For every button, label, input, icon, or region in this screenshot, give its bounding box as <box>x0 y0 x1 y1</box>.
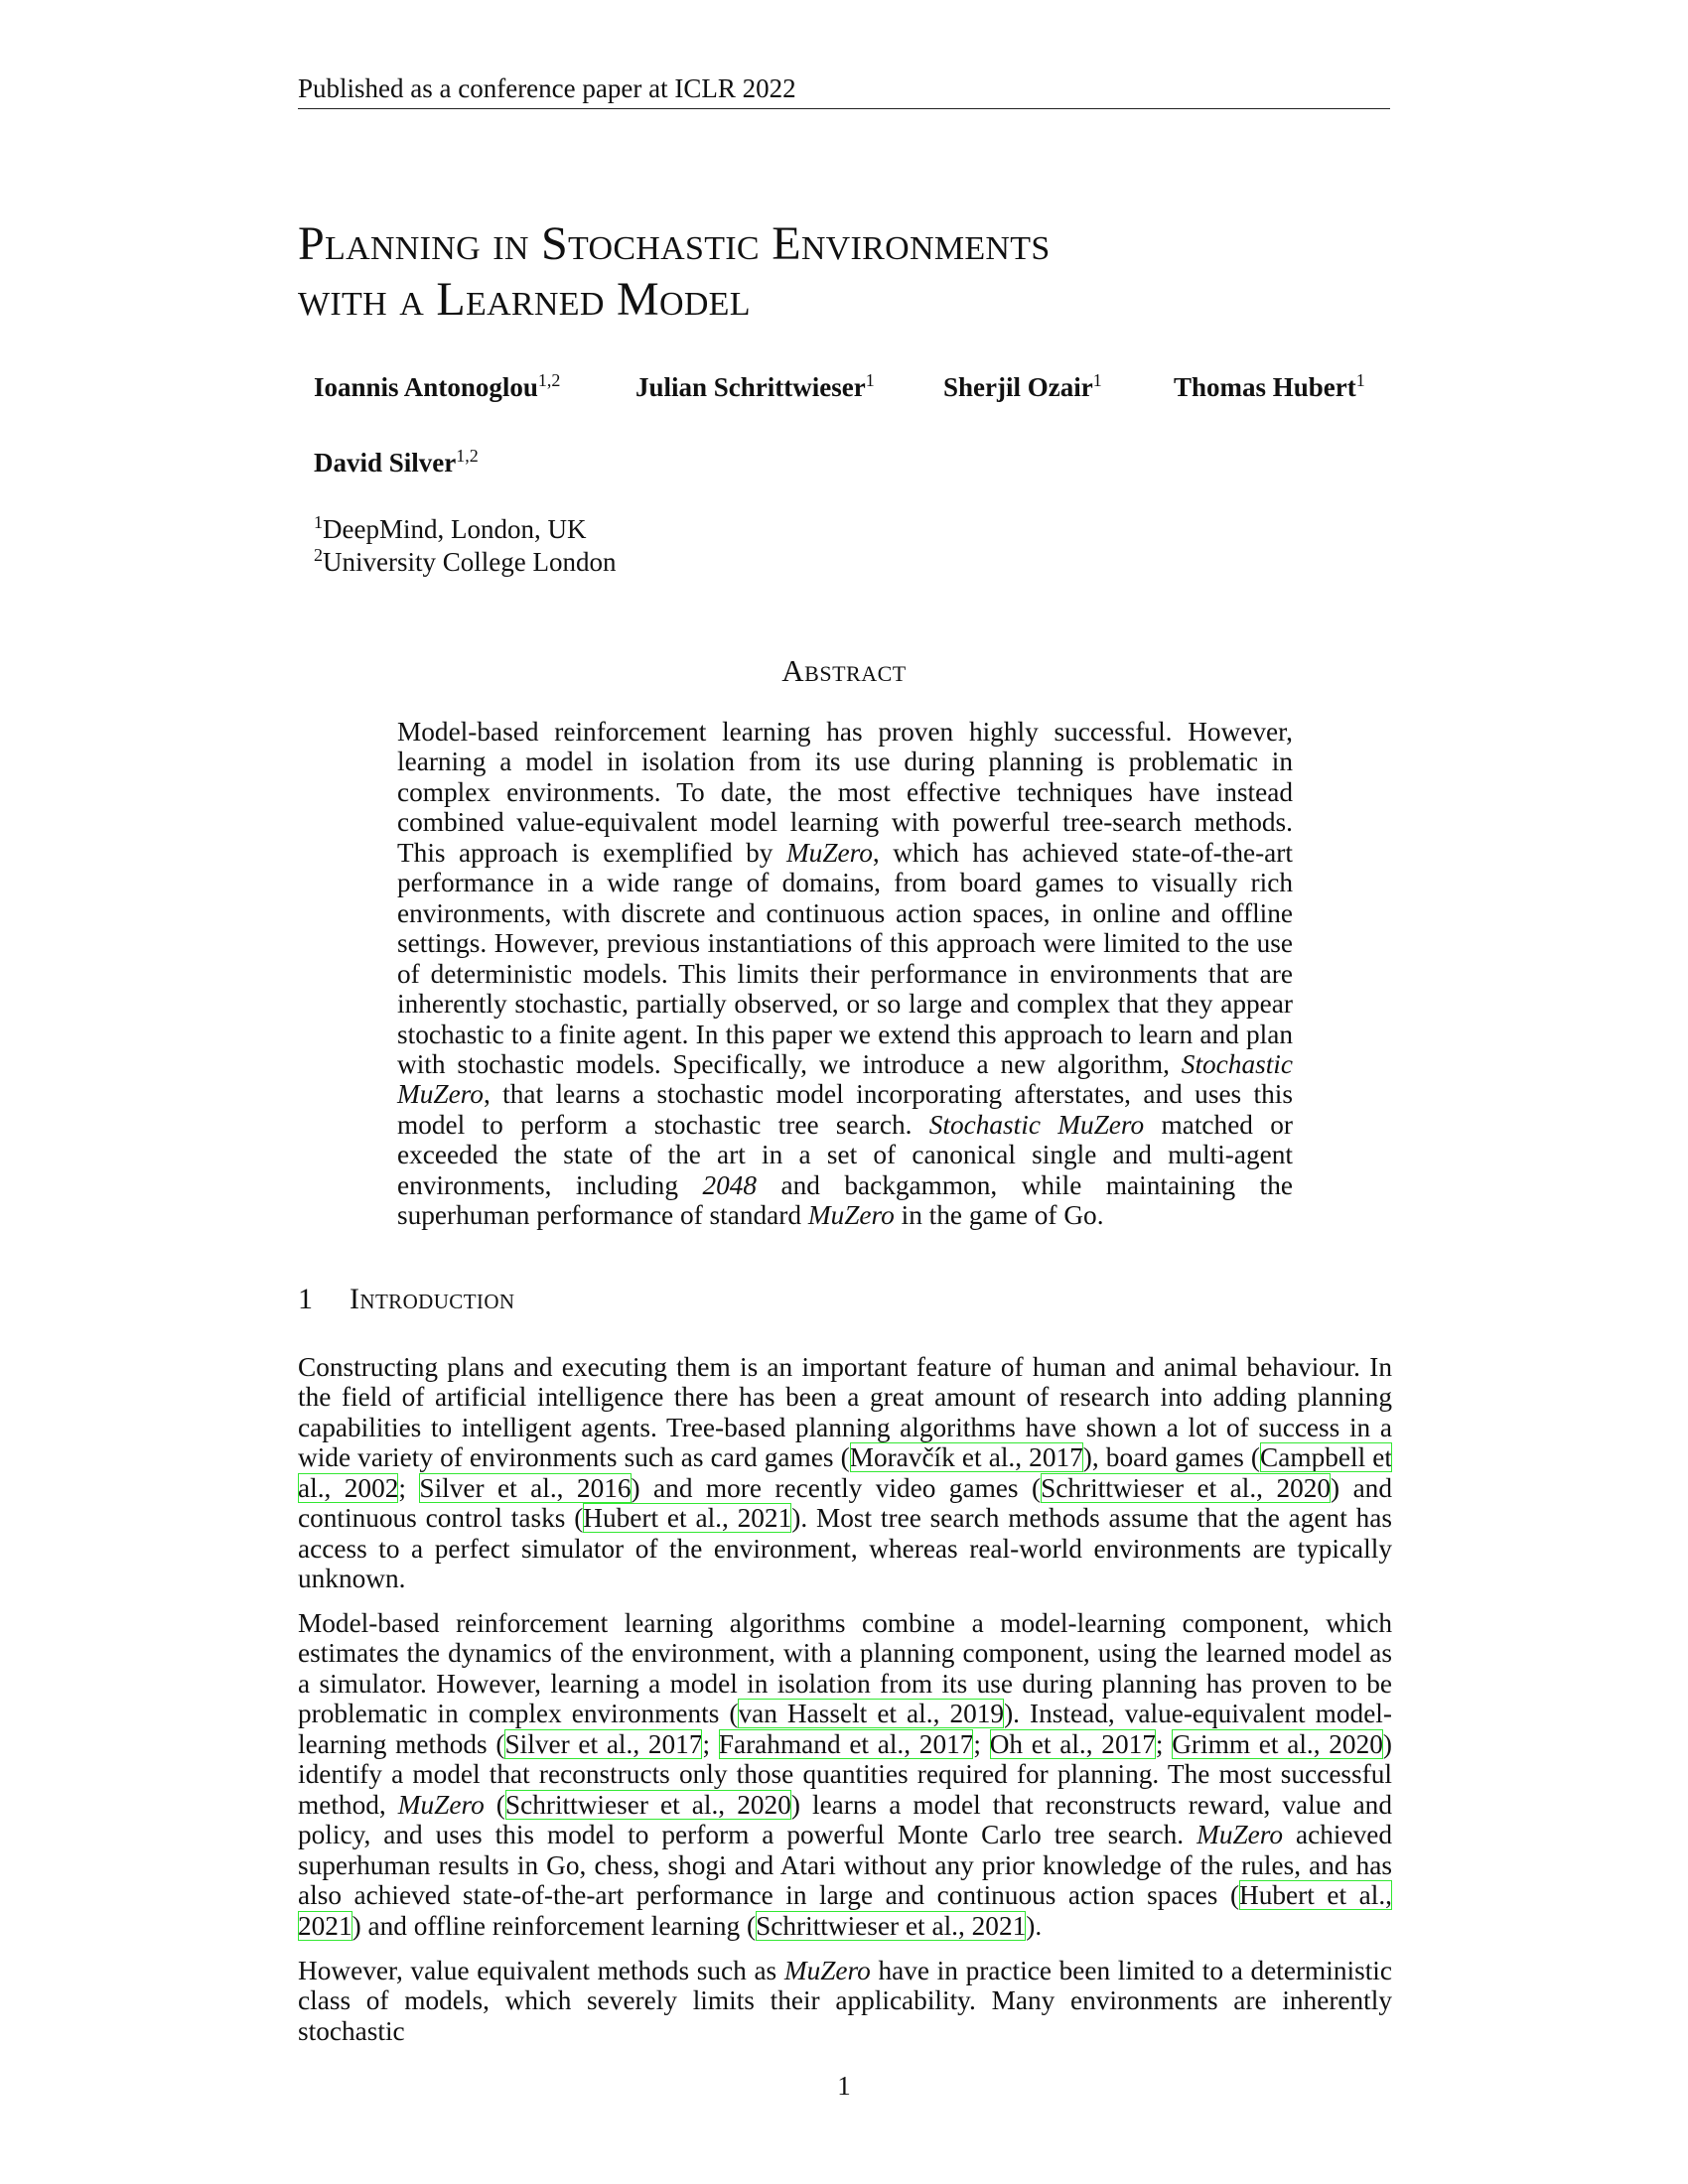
author-name: Thomas Hubert <box>1174 372 1356 402</box>
citation-link[interactable]: Hubert et al., 2021 <box>298 1880 1392 1941</box>
section-heading <box>298 1283 1390 1316</box>
body-text: ). <box>1026 1910 1043 1941</box>
section-number: 1 <box>298 1283 314 1315</box>
abstract-heading: Abstract <box>781 653 907 688</box>
body-text: ) learns a model that reconstructs reward, value and policy, and uses this model to perform a powerful Monte Carlo tree search. <box>298 1789 1392 1850</box>
citation-link[interactable]: Hubert et al., 2021 <box>583 1503 792 1534</box>
body-text: ) identify a model that reconstructs only those quantities required for planning. The most successful method, <box>298 1728 1392 1820</box>
author <box>943 370 1102 404</box>
author <box>1174 370 1365 404</box>
running-header: Published as a conference paper at ICLR 2022 <box>298 71 1390 109</box>
abstract-text: in the game of Go. <box>894 1200 1104 1231</box>
body-text: ; <box>398 1472 420 1503</box>
author <box>314 370 560 404</box>
body-emphasis: MuZero <box>397 1789 485 1820</box>
author-affiliation-mark: 1 <box>865 370 875 390</box>
citation-link[interactable]: Schrittwieser et al., 2020 <box>1041 1472 1332 1503</box>
author-name: Ioannis Antonoglou <box>314 372 538 402</box>
affiliation-text: University College London <box>323 547 617 577</box>
affiliation <box>314 512 1108 546</box>
abstract-text: , which has achieved state-of-the-art performance in a wide range of domains, from board games to visually rich environments, with discrete and continuous action spaces, in online and offline settings. However, previous instantiations of this approach were limited to the use of deterministic models. This limits their performance in environments that are inherently stochastic, partially observed, or so large and complex that they appear stochastic to a finite agent. In this paper we extend this approach to learn and plan with stochastic models. Specifically, we introduce a new algorithm, <box>397 837 1293 1079</box>
citation-link[interactable]: Farahmand et al., 2017 <box>718 1728 974 1759</box>
affiliation-mark: 2 <box>314 545 323 565</box>
body-text: ( <box>484 1789 505 1820</box>
abstract-text: and backgammon, while maintaining the superhuman performance of standard <box>397 1169 1293 1231</box>
body-text: ) and offline reinforcement learning ( <box>352 1910 757 1941</box>
abstract-emphasis: MuZero <box>785 837 873 868</box>
author <box>635 370 875 404</box>
author-affiliation-mark: 1,2 <box>537 370 561 390</box>
author-affiliation-mark: 1 <box>1092 370 1102 390</box>
body-emphasis: MuZero <box>783 1956 871 1985</box>
abstract-emphasis: 2048 <box>702 1169 758 1200</box>
body-text: achieved superhuman results in Go, chess, shogi and Atari without any prior knowledge of the rules, and has also achieved state-of-the-art performance in large and continuous action spaces ( <box>298 1820 1392 1911</box>
affiliation <box>314 545 1108 579</box>
body-text: ). Instead, value-equivalent model-learning methods ( <box>298 1699 1392 1759</box>
citation-link[interactable]: Schrittwieser et al., 2020 <box>504 1789 791 1820</box>
body-text: Model-based reinforcement learning algorithms combine a model-learning component, which estimates the dynamics of the environment, with a planning component, using the learned model as a simulator. However, learning a model in isolation from its use during planning has proven to be problematic in complex environments ( <box>298 1608 1392 1729</box>
abstract-emphasis: MuZero <box>807 1200 895 1231</box>
author <box>314 448 479 478</box>
page-number: 1 <box>837 2071 851 2101</box>
body-paragraph <box>298 1352 1392 1594</box>
abstract-text: , that learns a stochastic model incorporating afterstates, and uses this model to perform a stochastic tree search. <box>397 1079 1293 1140</box>
title-line-1: Planning in Stochastic Environments <box>298 217 1051 270</box>
citation-link[interactable]: Schrittwieser et al., 2021 <box>756 1910 1027 1941</box>
body-text: ) and more recently video games ( <box>631 1472 1042 1503</box>
author-name: Julian Schrittwieser <box>635 372 866 402</box>
author-affiliation-mark: 1,2 <box>456 446 479 466</box>
body-paragraph <box>298 1608 1392 1941</box>
abstract-emphasis: Stochastic MuZero <box>397 1048 1293 1110</box>
abstract-emphasis: Stochastic MuZero <box>928 1109 1145 1140</box>
body-text: ), board games ( <box>1082 1442 1261 1473</box>
author-name: Sherjil Ozair <box>943 372 1093 402</box>
affiliation-mark: 1 <box>314 512 323 532</box>
body-text: have in practice been limited to a deterministic class of models, which severely limits their applicability. Many environments are inherently stochastic <box>298 1956 1392 2046</box>
body-text: ) and continuous control tasks ( <box>298 1472 1392 1534</box>
abstract-text: matched or exceeded the state of the art in a set of canonical single and multi-agent environments, including <box>397 1109 1294 1200</box>
body-text: ; <box>1155 1728 1173 1759</box>
abstract-text: Model-based reinforcement learning has proven highly successful. However, learning a model in isolation from its use during planning is problematic in complex environments. To date, the most effective techniques have instead combined value-equivalent model learning with powerful tree-search methods. This approach is exemplified by <box>397 717 1293 868</box>
body-text: However, value equivalent methods such as <box>298 1956 784 1985</box>
body-text: ; <box>973 1728 990 1759</box>
citation-link[interactable]: van Hasselt et al., 2019 <box>738 1699 1005 1729</box>
body-paragraph <box>298 1956 1392 2046</box>
citation-link[interactable]: Moravčík et al., 2017 <box>849 1442 1083 1473</box>
abstract-body <box>397 717 1293 1231</box>
body-text: ). Most tree search methods assume that the agent has access to a perfect simulator of the environment, whereas real-world environments are typically unknown. <box>298 1503 1392 1594</box>
citation-link[interactable]: Grimm et al., 2020 <box>1172 1728 1383 1759</box>
affiliation-text: DeepMind, London, UK <box>323 514 587 544</box>
section-title: Introduction <box>350 1283 515 1315</box>
body-text: Constructing plans and executing them is an important feature of human and animal behaviour. In the field of artificial intelligence there has been a great amount of research into adding planning capabilities to intelligent agents. Tree-based planning algorithms have shown a lot of success in a wide variety of environments such as card games ( <box>298 1352 1392 1473</box>
paper-title <box>298 216 1390 328</box>
author-affiliation-mark: 1 <box>1355 370 1365 390</box>
title-line-2: with a Learned Model <box>298 273 751 326</box>
body-emphasis: MuZero <box>1196 1820 1284 1850</box>
author-name: David Silver <box>314 448 457 478</box>
citation-link[interactable]: Silver et al., 2016 <box>419 1472 632 1503</box>
body-text: ; <box>702 1728 719 1759</box>
citation-link[interactable]: Oh et al., 2017 <box>989 1728 1156 1759</box>
citation-link[interactable]: Silver et al., 2017 <box>504 1728 703 1759</box>
citation-link[interactable]: Campbell et al., 2002 <box>298 1442 1392 1503</box>
